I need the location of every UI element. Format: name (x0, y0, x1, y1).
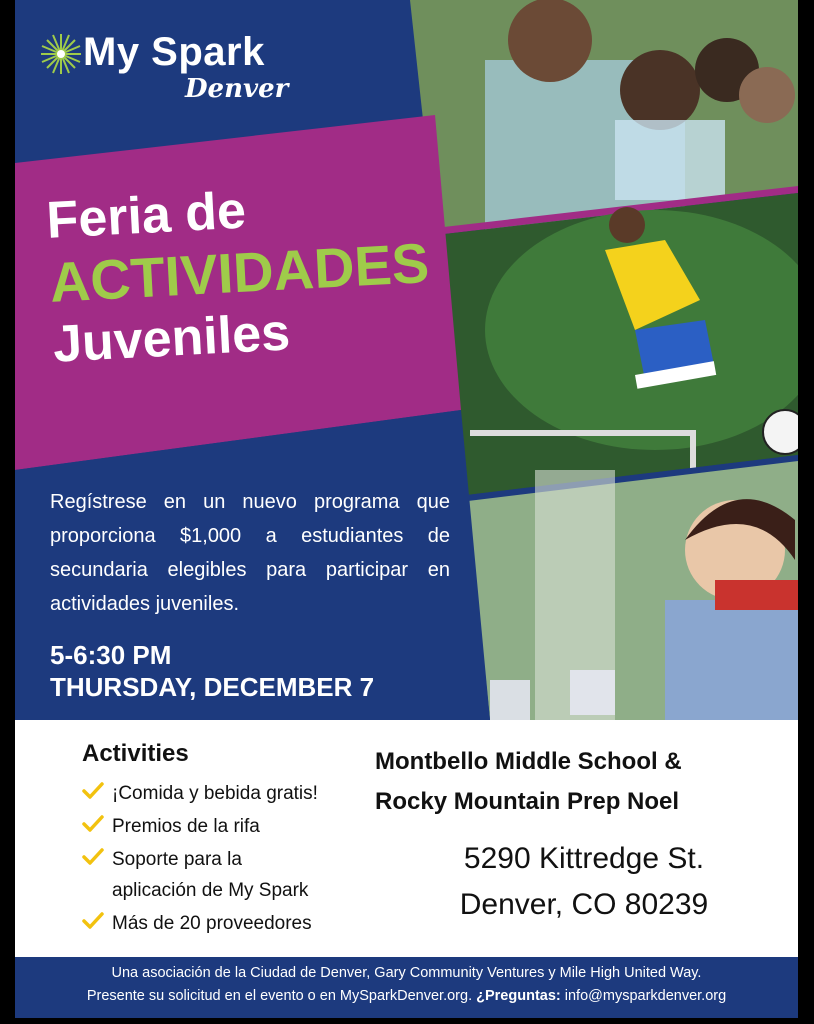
address-city: Denver, CO 80239 (459, 888, 709, 921)
venue-section (375, 742, 785, 928)
footer-bar (15, 957, 798, 1018)
event-time: 5-6:30 PM (50, 640, 172, 670)
apply-text: Presente su solicitud en el evento o en MySparkDenver.org. (86, 988, 473, 1004)
event-headline (45, 169, 454, 376)
activity-label-cont: aplicación de My Spark (112, 880, 309, 901)
headline-line-1: Feria de (45, 181, 248, 250)
checkmark-icon (82, 847, 104, 867)
list-item (82, 908, 372, 939)
headline-line-2: ACTIVIDADES (48, 231, 431, 314)
activity-label: ¡Comida y bebida gratis! (112, 783, 318, 804)
venue-address (375, 836, 785, 928)
program-description: Regístrese en un nuevo programa que proporciona $1,000 a estudiantes de secundaria elegibles para participar en actividades juveniles. (50, 491, 450, 615)
checkmark-icon (82, 781, 104, 801)
list-item (82, 778, 372, 809)
contact-email[interactable]: info@mysparkdenver.org (564, 988, 727, 1004)
questions-label: ¿Preguntas: (476, 988, 561, 1004)
event-date: THURSDAY, DECEMBER 7 (50, 672, 375, 702)
address-street: 5290 Kittredge St. (463, 842, 705, 875)
checkmark-icon (82, 911, 104, 931)
apply-note (15, 988, 798, 1004)
my-spark-logo (39, 30, 299, 120)
venue-name-line-1: Montbello Middle School & (375, 748, 682, 775)
activities-title: Activities (82, 740, 189, 767)
headline-line-3: Juveniles (51, 303, 292, 374)
activity-label: Soporte para la (112, 849, 242, 870)
activity-label: Premios de la rifa (112, 816, 260, 837)
brand-city: Denver (185, 74, 289, 104)
spark-icon (39, 32, 83, 76)
brand-name: My Spark (83, 30, 265, 74)
checkmark-icon (82, 814, 104, 834)
list-item (82, 844, 372, 906)
venue-name-line-2: Rocky Mountain Prep Noel (375, 788, 680, 815)
activities-list (82, 778, 372, 939)
flyer-page (15, 0, 798, 1018)
activity-label: Más de 20 proveedores (112, 913, 312, 934)
hero-section (15, 0, 798, 720)
activities-section (82, 740, 372, 941)
list-item (82, 811, 372, 842)
partnership-note: Una asociación de la Ciudad de Denver, Gary Community Ventures y Mile High United Way. (111, 965, 702, 981)
